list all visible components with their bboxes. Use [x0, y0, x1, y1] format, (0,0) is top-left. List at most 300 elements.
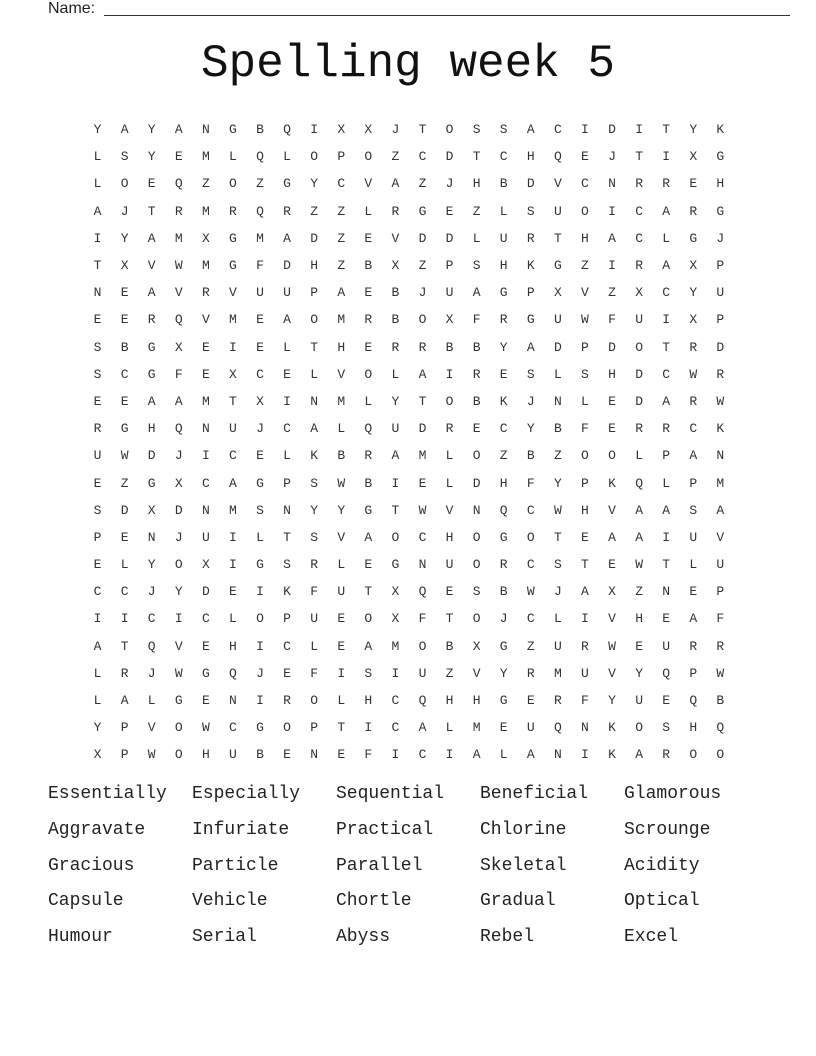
grid-letter: C — [147, 611, 156, 627]
grid-letter: A — [418, 720, 427, 736]
grid-letter: A — [391, 176, 400, 192]
grid-letter: D — [526, 176, 535, 192]
grid-letter: U — [635, 312, 643, 328]
grid-letter: A — [283, 230, 291, 246]
word-list-item: Excel — [624, 927, 679, 948]
grid-letter: T — [310, 339, 319, 355]
grid-letter: D — [635, 366, 643, 382]
grid-letter: X — [120, 258, 129, 274]
grid-letter: G — [364, 502, 373, 518]
grid-letter: R — [283, 203, 291, 219]
grid-row — [84, 388, 734, 415]
grid-letter: O — [526, 529, 535, 545]
grid-letter: P — [716, 312, 725, 328]
grid-letter: D — [608, 122, 616, 138]
grid-letter: D — [418, 421, 427, 437]
grid-letter: S — [472, 584, 481, 600]
grid-letter: S — [553, 557, 562, 573]
grid-letter: F — [256, 258, 264, 274]
grid-letter: R — [716, 638, 725, 654]
grid-letter: V — [201, 312, 210, 328]
grid-letter: V — [147, 258, 156, 274]
grid-letter: O — [364, 366, 373, 382]
grid-letter: O — [472, 557, 481, 573]
grid-letter: O — [472, 448, 481, 464]
grid-letter: B — [337, 448, 346, 464]
grid-letter: Z — [553, 448, 562, 464]
grid-letter: X — [445, 312, 454, 328]
grid-letter: S — [93, 502, 102, 518]
grid-letter: T — [391, 502, 400, 518]
grid-letter: I — [93, 230, 102, 246]
grid-letter: X — [364, 122, 373, 138]
grid-letter: R — [581, 638, 589, 654]
grid-row — [84, 578, 734, 605]
grid-letter: U — [526, 720, 535, 736]
grid-letter: A — [581, 584, 589, 600]
grid-letter: R — [716, 366, 725, 382]
grid-letter: C — [418, 747, 427, 763]
grid-letter: E — [256, 448, 264, 464]
grid-letter: A — [662, 502, 671, 518]
grid-letter: D — [283, 258, 291, 274]
grid-letter: H — [499, 258, 508, 274]
grid-letter: L — [337, 693, 346, 709]
grid-letter: E — [635, 638, 643, 654]
grid-letter: H — [581, 230, 589, 246]
grid-letter: L — [283, 448, 291, 464]
grid-row — [84, 225, 734, 252]
grid-letter: W — [201, 720, 210, 736]
grid-letter: P — [716, 258, 725, 274]
grid-letter: D — [174, 502, 183, 518]
grid-letter: G — [120, 421, 129, 437]
grid-letter: A — [364, 638, 373, 654]
grid-letter: L — [337, 557, 346, 573]
grid-letter: O — [256, 611, 264, 627]
grid-letter: E — [581, 149, 589, 165]
grid-letter: E — [283, 366, 291, 382]
grid-letter: V — [716, 529, 725, 545]
grid-letter: P — [526, 285, 535, 301]
grid-letter: R — [689, 339, 698, 355]
grid-letter: U — [201, 529, 210, 545]
grid-letter: A — [635, 502, 643, 518]
grid-letter: O — [635, 339, 643, 355]
grid-letter: B — [526, 448, 535, 464]
grid-letter: I — [337, 665, 346, 681]
grid-letter: D — [445, 149, 454, 165]
grid-letter: G — [499, 529, 508, 545]
grid-letter: C — [662, 366, 671, 382]
grid-letter: L — [337, 421, 346, 437]
grid-letter: U — [635, 693, 643, 709]
grid-letter: J — [256, 421, 264, 437]
grid-letter: Z — [581, 258, 589, 274]
grid-row — [84, 116, 734, 143]
grid-letter: B — [256, 747, 264, 763]
grid-letter: U — [662, 638, 671, 654]
grid-letter: F — [472, 312, 481, 328]
grid-letter: Y — [310, 176, 319, 192]
grid-letter: Y — [147, 557, 156, 573]
grid-letter: O — [689, 747, 698, 763]
grid-letter: T — [662, 122, 671, 138]
grid-letter: J — [174, 529, 183, 545]
grid-letter: Y — [93, 720, 102, 736]
grid-letter: P — [581, 475, 589, 491]
grid-letter: O — [445, 393, 454, 409]
word-list-item: Acidity — [624, 855, 700, 876]
grid-letter: C — [526, 502, 535, 518]
grid-letter: W — [716, 665, 725, 681]
grid-letter: L — [499, 747, 508, 763]
grid-row — [84, 198, 734, 225]
grid-letter: C — [391, 720, 400, 736]
grid-letter: B — [391, 312, 400, 328]
grid-letter: K — [283, 584, 291, 600]
grid-letter: C — [337, 176, 346, 192]
grid-letter: O — [310, 149, 319, 165]
grid-letter: R — [689, 393, 698, 409]
grid-letter: X — [337, 122, 346, 138]
grid-letter: M — [553, 665, 562, 681]
grid-letter: Z — [201, 176, 210, 192]
grid-letter: Y — [337, 502, 346, 518]
grid-letter: A — [93, 203, 102, 219]
grid-letter: Y — [499, 665, 508, 681]
grid-letter: K — [608, 720, 616, 736]
grid-letter: L — [283, 339, 291, 355]
grid-letter: Z — [499, 448, 508, 464]
grid-letter: N — [716, 448, 725, 464]
grid-row — [84, 170, 734, 197]
grid-letter: D — [553, 339, 562, 355]
grid-letter: E — [256, 339, 264, 355]
grid-letter: A — [608, 230, 616, 246]
grid-letter: E — [662, 611, 671, 627]
grid-letter: X — [147, 502, 156, 518]
grid-letter: J — [147, 665, 156, 681]
grid-letter: C — [526, 557, 535, 573]
grid-letter: K — [310, 448, 319, 464]
grid-letter: V — [147, 720, 156, 736]
grid-letter: Q — [229, 665, 237, 681]
grid-letter: G — [147, 339, 156, 355]
grid-letter: L — [310, 366, 319, 382]
grid-letter: Y — [526, 421, 535, 437]
grid-letter: U — [445, 557, 454, 573]
grid-letter: I — [364, 720, 373, 736]
name-field[interactable] — [48, 0, 748, 20]
grid-letter: T — [283, 529, 291, 545]
grid-letter: H — [201, 747, 210, 763]
word-list-item: Abyss — [336, 927, 391, 948]
grid-letter: U — [499, 230, 508, 246]
grid-letter: A — [283, 312, 291, 328]
grid-letter: U — [256, 285, 264, 301]
grid-row — [84, 469, 734, 496]
grid-letter: T — [635, 149, 643, 165]
grid-letter: X — [93, 747, 102, 763]
grid-letter: R — [553, 693, 562, 709]
grid-letter: S — [526, 366, 535, 382]
grid-letter: E — [229, 584, 237, 600]
grid-letter: N — [418, 557, 427, 573]
grid-letter: S — [310, 475, 319, 491]
grid-letter: T — [229, 393, 237, 409]
grid-letter: L — [93, 176, 102, 192]
grid-row — [84, 361, 734, 388]
grid-letter: O — [716, 747, 725, 763]
grid-letter: G — [229, 230, 237, 246]
grid-letter: Q — [418, 693, 427, 709]
grid-letter: L — [445, 448, 454, 464]
name-underline[interactable] — [104, 15, 790, 16]
grid-letter: N — [201, 502, 210, 518]
grid-letter: N — [93, 285, 102, 301]
grid-letter: L — [445, 475, 454, 491]
grid-letter: M — [201, 203, 210, 219]
grid-letter: A — [120, 122, 129, 138]
grid-letter: G — [553, 258, 562, 274]
grid-letter: E — [499, 720, 508, 736]
grid-row — [84, 714, 734, 741]
grid-letter: X — [174, 339, 183, 355]
grid-letter: I — [256, 638, 264, 654]
grid-letter: Z — [391, 149, 400, 165]
grid-letter: R — [689, 203, 698, 219]
grid-letter: A — [364, 529, 373, 545]
grid-letter: H — [689, 720, 698, 736]
word-list-item: Parallel — [336, 855, 423, 876]
grid-letter: U — [229, 421, 237, 437]
name-label: Name: — [48, 0, 96, 17]
grid-letter: M — [201, 258, 210, 274]
grid-letter: F — [526, 475, 535, 491]
grid-letter: V — [391, 230, 400, 246]
grid-letter: E — [283, 747, 291, 763]
grid-row — [84, 741, 734, 768]
grid-letter: Q — [283, 122, 291, 138]
grid-letter: I — [445, 747, 454, 763]
grid-letter: P — [120, 747, 129, 763]
grid-letter: N — [201, 421, 210, 437]
grid-letter: L — [445, 720, 454, 736]
grid-letter: Q — [256, 203, 264, 219]
grid-letter: A — [472, 285, 481, 301]
grid-letter: E — [608, 393, 616, 409]
grid-letter: D — [608, 339, 616, 355]
grid-letter: R — [364, 312, 373, 328]
grid-letter: M — [391, 638, 400, 654]
grid-letter: W — [553, 502, 562, 518]
grid-row — [84, 497, 734, 524]
grid-letter: L — [472, 230, 481, 246]
grid-letter: A — [147, 285, 156, 301]
grid-letter: E — [337, 611, 346, 627]
grid-letter: E — [526, 693, 535, 709]
grid-letter: Z — [608, 285, 616, 301]
grid-letter: L — [364, 393, 373, 409]
grid-letter: G — [391, 557, 400, 573]
grid-letter: O — [418, 312, 427, 328]
grid-row — [84, 605, 734, 632]
grid-row — [84, 633, 734, 660]
grid-letter: O — [581, 203, 589, 219]
grid-letter: J — [256, 665, 264, 681]
grid-letter: U — [553, 638, 562, 654]
grid-letter: Z — [472, 203, 481, 219]
grid-letter: M — [174, 230, 183, 246]
grid-letter: C — [391, 693, 400, 709]
grid-letter: O — [364, 611, 373, 627]
grid-letter: Y — [93, 122, 102, 138]
page-title: Spelling week 5 — [200, 38, 616, 90]
grid-letter: B — [716, 693, 725, 709]
grid-letter: M — [256, 230, 264, 246]
grid-letter: Q — [364, 421, 373, 437]
grid-letter: U — [93, 448, 102, 464]
grid-letter: J — [499, 611, 508, 627]
grid-letter: E — [581, 529, 589, 545]
grid-letter: N — [608, 176, 616, 192]
grid-letter: L — [93, 149, 102, 165]
grid-letter: B — [553, 421, 562, 437]
grid-letter: I — [229, 557, 237, 573]
grid-letter: G — [174, 693, 183, 709]
grid-letter: A — [93, 638, 102, 654]
grid-letter: Z — [635, 584, 643, 600]
grid-letter: T — [472, 149, 481, 165]
grid-letter: N — [310, 747, 319, 763]
grid-letter: U — [418, 665, 427, 681]
grid-letter: A — [147, 230, 156, 246]
grid-letter: A — [418, 366, 427, 382]
grid-letter: A — [608, 529, 616, 545]
grid-letter: L — [229, 611, 237, 627]
grid-letter: Q — [553, 720, 562, 736]
grid-letter: E — [499, 366, 508, 382]
grid-letter: O — [445, 122, 454, 138]
word-list-item: Chortle — [336, 891, 412, 912]
grid-letter: U — [553, 203, 562, 219]
grid-letter: N — [310, 393, 319, 409]
grid-row — [84, 687, 734, 714]
grid-letter: H — [608, 366, 616, 382]
grid-letter: R — [310, 557, 319, 573]
grid-letter: E — [120, 312, 129, 328]
grid-letter: O — [581, 448, 589, 464]
word-list-item: Especially — [192, 784, 301, 804]
grid-letter: Q — [689, 693, 698, 709]
grid-letter: Q — [418, 584, 427, 600]
grid-letter: F — [418, 611, 427, 627]
word-list-item: Serial — [192, 927, 257, 948]
grid-letter: R — [635, 258, 643, 274]
grid-letter: I — [256, 584, 264, 600]
grid-letter: W — [174, 665, 183, 681]
grid-letter: X — [608, 584, 616, 600]
grid-letter: Y — [174, 584, 183, 600]
grid-letter: B — [472, 393, 481, 409]
grid-letter: T — [553, 529, 562, 545]
grid-letter: I — [201, 448, 210, 464]
grid-letter: A — [174, 122, 183, 138]
grid-letter: R — [662, 421, 671, 437]
grid-letter: I — [608, 258, 616, 274]
grid-letter: W — [526, 584, 535, 600]
grid-letter: M — [201, 149, 210, 165]
grid-letter: T — [337, 720, 346, 736]
grid-letter: G — [716, 203, 725, 219]
grid-letter: N — [553, 393, 562, 409]
grid-letter: L — [120, 557, 129, 573]
grid-letter: A — [635, 747, 643, 763]
grid-letter: M — [201, 393, 210, 409]
grid-letter: V — [445, 502, 454, 518]
grid-letter: U — [716, 285, 725, 301]
grid-letter: V — [364, 176, 373, 192]
grid-letter: A — [472, 747, 481, 763]
grid-row — [84, 524, 734, 551]
grid-letter: H — [635, 611, 643, 627]
grid-letter: P — [310, 285, 319, 301]
grid-letter: C — [499, 421, 508, 437]
grid-letter: Z — [418, 258, 427, 274]
grid-letter: X — [229, 366, 237, 382]
grid-letter: T — [553, 230, 562, 246]
grid-letter: P — [283, 611, 291, 627]
grid-letter: U — [689, 529, 698, 545]
grid-letter: C — [418, 529, 427, 545]
grid-letter: S — [93, 366, 102, 382]
grid-letter: B — [445, 638, 454, 654]
grid-letter: R — [689, 638, 698, 654]
grid-letter: S — [472, 258, 481, 274]
grid-letter: C — [229, 448, 237, 464]
grid-letter: M — [229, 502, 237, 518]
grid-letter: X — [553, 285, 562, 301]
grid-letter: G — [689, 230, 698, 246]
grid-row — [84, 143, 734, 170]
grid-letter: G — [418, 203, 427, 219]
grid-letter: T — [581, 557, 589, 573]
grid-letter: S — [283, 557, 291, 573]
grid-letter: S — [499, 122, 508, 138]
grid-letter: O — [472, 611, 481, 627]
grid-letter: Z — [120, 475, 129, 491]
grid-letter: J — [174, 448, 183, 464]
grid-letter: N — [147, 529, 156, 545]
grid-letter: Y — [553, 475, 562, 491]
grid-letter: X — [635, 285, 643, 301]
grid-letter: O — [608, 448, 616, 464]
grid-letter: E — [689, 584, 698, 600]
grid-letter: R — [662, 747, 671, 763]
grid-letter: E — [120, 285, 129, 301]
grid-letter: X — [256, 393, 264, 409]
grid-letter: A — [391, 448, 400, 464]
grid-letter: O — [472, 529, 481, 545]
grid-letter: W — [689, 366, 698, 382]
grid-letter: L — [229, 149, 237, 165]
grid-letter: Y — [608, 693, 616, 709]
grid-letter: B — [472, 339, 481, 355]
grid-letter: T — [662, 557, 671, 573]
grid-letter: D — [418, 230, 427, 246]
grid-letter: S — [93, 339, 102, 355]
